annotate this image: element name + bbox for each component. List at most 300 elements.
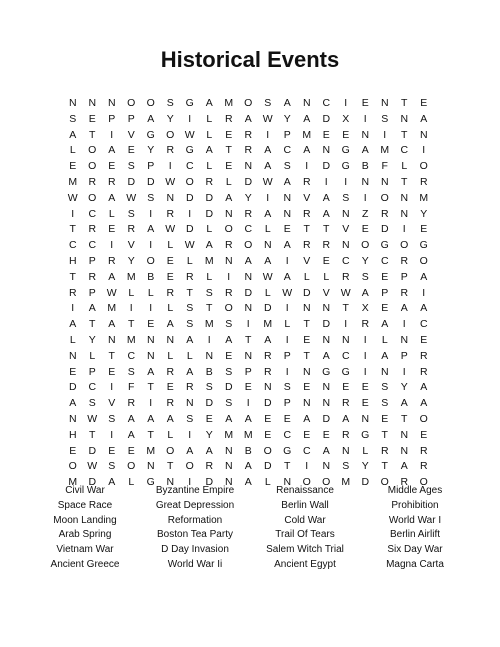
- grid-letter: O: [224, 302, 233, 315]
- grid-letter: S: [381, 397, 389, 410]
- grid-letter: I: [344, 175, 348, 188]
- grid-letter: A: [127, 412, 135, 425]
- grid-letter: N: [107, 97, 116, 109]
- grid-letter: L: [186, 349, 193, 362]
- grid-letter: E: [69, 160, 77, 173]
- grid-letter: A: [342, 412, 350, 425]
- grid-letter: N: [400, 191, 409, 204]
- word-list-item: Moon Landing: [53, 514, 117, 526]
- grid-letter: S: [166, 97, 174, 109]
- grid-letter: A: [420, 381, 428, 394]
- grid-letter: R: [185, 381, 194, 394]
- grid-letter: S: [342, 191, 350, 204]
- grid-letter: A: [108, 191, 116, 204]
- grid-letter: I: [363, 365, 367, 378]
- grid-letter: D: [302, 286, 311, 299]
- grid-letter: E: [264, 412, 272, 425]
- grid-letter: G: [361, 428, 370, 441]
- grid-letter: W: [126, 191, 137, 204]
- grid-letter: N: [283, 476, 292, 489]
- grid-letter: N: [361, 412, 370, 425]
- word-list-item: World War Ii: [167, 558, 223, 570]
- grid-letter: N: [224, 254, 233, 267]
- grid-letter: E: [225, 160, 233, 173]
- grid-letter: I: [110, 239, 114, 252]
- grid-letter: A: [381, 318, 389, 331]
- grid-letter: G: [185, 97, 194, 109]
- word-list-item: Magna Carta: [386, 558, 444, 570]
- grid-letter: C: [244, 223, 253, 236]
- grid-letter: R: [205, 175, 214, 188]
- grid-letter: A: [147, 412, 155, 425]
- grid-letter: A: [186, 333, 194, 346]
- grid-letter: C: [127, 349, 136, 362]
- grid-letter: R: [400, 476, 409, 489]
- grid-letter: Y: [166, 112, 174, 125]
- grid-letter: L: [128, 286, 135, 299]
- grid-letter: N: [341, 444, 350, 457]
- grid-letter: R: [361, 318, 370, 331]
- word-list-item: Arab Spring: [58, 529, 112, 541]
- grid-letter: R: [68, 286, 77, 299]
- grid-letter: R: [185, 270, 194, 283]
- word-list-item: Salem Witch Trial: [266, 544, 344, 556]
- grid-letter: L: [381, 333, 388, 346]
- grid-letter: E: [108, 444, 116, 457]
- grid-letter: E: [420, 223, 428, 236]
- grid-letter: Y: [205, 428, 213, 441]
- grid-letter: L: [206, 128, 213, 141]
- grid-letter: E: [361, 97, 369, 109]
- grid-letter: E: [342, 128, 350, 141]
- grid-letter: I: [149, 239, 153, 252]
- grid-letter: A: [283, 239, 291, 252]
- grid-letter: D: [88, 476, 97, 489]
- grid-letter: M: [68, 175, 78, 188]
- grid-letter: Y: [88, 333, 96, 346]
- grid-letter: O: [380, 476, 389, 489]
- grid-letter: I: [110, 381, 114, 394]
- grid-letter: N: [400, 444, 409, 457]
- grid-letter: N: [400, 112, 409, 125]
- grid-letter: L: [206, 223, 213, 236]
- grid-letter: N: [400, 207, 409, 220]
- grid-letter: D: [185, 191, 194, 204]
- grid-letter: P: [127, 112, 135, 125]
- grid-letter: O: [244, 239, 253, 252]
- grid-letter: A: [264, 333, 272, 346]
- grid-letter: N: [283, 207, 292, 220]
- grid-letter: O: [263, 444, 272, 457]
- grid-letter: L: [108, 207, 115, 220]
- grid-letter: D: [205, 397, 214, 410]
- grid-letter: I: [246, 397, 250, 410]
- grid-letter: I: [402, 318, 406, 331]
- grid-letter: O: [146, 97, 155, 109]
- grid-letter: L: [284, 318, 291, 331]
- grid-letter: E: [108, 365, 116, 378]
- grid-letter: L: [225, 175, 232, 188]
- grid-letter: T: [108, 349, 115, 362]
- grid-letter: A: [322, 444, 330, 457]
- grid-letter: N: [88, 97, 97, 109]
- grid-letter: D: [244, 286, 253, 299]
- grid-letter: R: [244, 128, 253, 141]
- word-list: [30, 484, 470, 573]
- grid-letter: P: [283, 128, 291, 141]
- grid-letter: E: [147, 318, 155, 331]
- grid-letter: I: [227, 270, 231, 283]
- grid-letter: O: [419, 412, 428, 425]
- word-list-item: Boston Tea Party: [157, 529, 233, 541]
- grid-letter: R: [166, 397, 175, 410]
- grid-letter: V: [127, 128, 135, 141]
- grid-letter: A: [361, 144, 369, 157]
- grid-letter: I: [363, 333, 367, 346]
- grid-letter: L: [186, 254, 193, 267]
- grid-letter: E: [303, 333, 311, 346]
- grid-letter: R: [380, 207, 389, 220]
- grid-letter: E: [69, 365, 77, 378]
- grid-letter: T: [381, 428, 388, 441]
- grid-letter: N: [341, 239, 350, 252]
- grid-letter: M: [302, 128, 312, 141]
- grid-letter: A: [147, 112, 155, 125]
- grid-letter: R: [302, 239, 311, 252]
- grid-letter: A: [205, 144, 213, 157]
- grid-letter: N: [68, 349, 77, 362]
- grid-letter: M: [263, 318, 273, 331]
- grid-letter: I: [422, 144, 426, 157]
- grid-letter: N: [68, 412, 77, 425]
- grid-letter: I: [246, 318, 250, 331]
- grid-letter: L: [167, 428, 174, 441]
- grid-letter: A: [69, 128, 77, 141]
- grid-letter: E: [420, 97, 428, 109]
- grid-letter: N: [341, 333, 350, 346]
- grid-letter: A: [108, 270, 116, 283]
- word-list-item: Vietnam War: [56, 544, 114, 556]
- grid-letter: E: [381, 302, 389, 315]
- grid-letter: R: [302, 207, 311, 220]
- grid-letter: A: [264, 254, 272, 267]
- grid-letter: A: [69, 397, 77, 410]
- grid-letter: O: [361, 239, 370, 252]
- grid-letter: T: [381, 460, 388, 473]
- grid-letter: S: [283, 381, 291, 394]
- grid-letter: S: [88, 397, 96, 410]
- grid-letter: V: [303, 254, 311, 267]
- grid-letter: N: [302, 365, 311, 378]
- grid-letter: S: [264, 97, 272, 109]
- grid-letter: L: [264, 286, 271, 299]
- word-list-item: Prohibition: [391, 499, 439, 511]
- grid-letter: I: [129, 302, 133, 315]
- grid-letter: I: [71, 207, 75, 220]
- grid-letter: R: [400, 286, 409, 299]
- grid-letter: O: [146, 254, 155, 267]
- grid-letter: A: [303, 112, 311, 125]
- grid-letter: T: [69, 223, 76, 236]
- grid-letter: L: [89, 349, 96, 362]
- grid-letter: M: [243, 428, 253, 441]
- grid-letter: D: [224, 381, 233, 394]
- grid-letter: R: [244, 144, 253, 157]
- grid-letter: R: [166, 144, 175, 157]
- grid-letter: I: [110, 128, 114, 141]
- grid-letter: N: [146, 460, 155, 473]
- grid-letter: S: [186, 302, 194, 315]
- grid-letter: I: [149, 302, 153, 315]
- grid-letter: N: [244, 270, 253, 283]
- grid-letter: N: [400, 428, 409, 441]
- grid-letter: N: [361, 128, 370, 141]
- grid-letter: N: [400, 333, 409, 346]
- grid-letter: R: [166, 365, 175, 378]
- grid-letter: A: [420, 397, 428, 410]
- grid-letter: I: [402, 365, 406, 378]
- grid-letter: I: [71, 302, 75, 315]
- grid-letter: N: [244, 349, 253, 362]
- grid-letter: T: [89, 428, 96, 441]
- grid-letter: R: [341, 270, 350, 283]
- grid-letter: S: [186, 412, 194, 425]
- grid-letter: S: [127, 365, 135, 378]
- grid-letter: T: [69, 270, 76, 283]
- grid-letter: A: [244, 460, 252, 473]
- grid-letter: I: [344, 318, 348, 331]
- grid-letter: P: [400, 270, 408, 283]
- grid-letter: R: [88, 223, 97, 236]
- grid-letter: W: [262, 270, 273, 283]
- grid-letter: T: [186, 286, 193, 299]
- grid-letter: R: [419, 365, 428, 378]
- grid-letter: R: [88, 270, 97, 283]
- grid-letter: B: [205, 365, 213, 378]
- grid-letter: N: [224, 444, 233, 457]
- grid-letter: N: [263, 381, 272, 394]
- grid-letter: A: [108, 476, 116, 489]
- grid-letter: D: [322, 318, 331, 331]
- grid-letter: E: [420, 428, 428, 441]
- grid-letter: N: [380, 365, 389, 378]
- grid-letter: N: [283, 191, 292, 204]
- grid-letter: V: [303, 191, 311, 204]
- grid-letter: E: [361, 223, 369, 236]
- grid-letter: R: [380, 444, 389, 457]
- grid-letter: W: [106, 286, 117, 299]
- grid-letter: I: [168, 160, 172, 173]
- grid-letter: I: [363, 191, 367, 204]
- grid-letter: A: [186, 365, 194, 378]
- grid-letter: O: [166, 128, 175, 141]
- word-list-item: Middle Ages: [387, 485, 443, 496]
- word-list-item: Cold War: [284, 514, 326, 526]
- grid-letter: A: [303, 412, 311, 425]
- grid-letter: D: [263, 397, 272, 410]
- grid-letter: E: [283, 412, 291, 425]
- grid-letter: I: [285, 365, 289, 378]
- word-list-item: Civil War: [65, 485, 105, 496]
- grid-letter: A: [244, 254, 252, 267]
- grid-letter: X: [361, 302, 369, 315]
- grid-letter: I: [266, 191, 270, 204]
- grid-letter: A: [225, 333, 233, 346]
- grid-letter: M: [146, 444, 156, 457]
- grid-letter: S: [108, 460, 116, 473]
- grid-letter: S: [69, 112, 77, 125]
- grid-letter: R: [224, 112, 233, 125]
- grid-letter: O: [185, 175, 194, 188]
- grid-letter: G: [341, 160, 350, 173]
- grid-letter: N: [185, 397, 194, 410]
- grid-letter: O: [127, 97, 136, 109]
- grid-letter: E: [264, 428, 272, 441]
- grid-letter: S: [283, 160, 291, 173]
- grid-letter: D: [185, 223, 194, 236]
- grid-letter: M: [126, 270, 136, 283]
- grid-letter: S: [381, 381, 389, 394]
- grid-letter: E: [381, 270, 389, 283]
- grid-letter: M: [107, 302, 117, 315]
- grid-letter: C: [185, 160, 194, 173]
- grid-letter: N: [146, 349, 155, 362]
- grid-letter: A: [400, 460, 408, 473]
- grid-letter: I: [110, 428, 114, 441]
- grid-letter: S: [205, 381, 213, 394]
- grid-letter: A: [108, 318, 116, 331]
- grid-letter: G: [185, 144, 194, 157]
- grid-letter: I: [363, 349, 367, 362]
- grid-letter: A: [303, 144, 311, 157]
- grid-letter: R: [107, 175, 116, 188]
- grid-letter: E: [166, 270, 174, 283]
- grid-letter: T: [303, 318, 310, 331]
- grid-letter: N: [380, 175, 389, 188]
- grid-letter: L: [362, 444, 369, 457]
- grid-letter: T: [89, 128, 96, 141]
- grid-letter: G: [380, 239, 389, 252]
- grid-letter: C: [68, 239, 77, 252]
- grid-letter: R: [244, 207, 253, 220]
- grid-letter: A: [225, 412, 233, 425]
- grid-letter: R: [419, 175, 428, 188]
- grid-letter: D: [205, 207, 214, 220]
- grid-letter: R: [127, 223, 136, 236]
- grid-letter: L: [147, 286, 154, 299]
- grid-letter: M: [68, 476, 78, 489]
- grid-letter: L: [128, 476, 135, 489]
- grid-letter: G: [146, 128, 155, 141]
- grid-letter: I: [149, 207, 153, 220]
- grid-letter: I: [324, 175, 328, 188]
- grid-letter: A: [205, 444, 213, 457]
- grid-letter: T: [401, 412, 408, 425]
- grid-letter: A: [264, 160, 272, 173]
- grid-letter: E: [108, 223, 116, 236]
- grid-letter: T: [167, 460, 174, 473]
- grid-letter: D: [205, 191, 214, 204]
- grid-letter: W: [340, 286, 351, 299]
- grid-letter: R: [302, 175, 311, 188]
- grid-letter: A: [244, 476, 252, 489]
- grid-letter: G: [341, 144, 350, 157]
- grid-letter: T: [401, 128, 408, 141]
- word-list-item: Space Race: [57, 499, 113, 511]
- grid-letter: A: [147, 365, 155, 378]
- letter-grid: [63, 96, 434, 491]
- grid-letter: C: [380, 254, 389, 267]
- word-list-item: World War I: [388, 514, 442, 526]
- grid-letter: M: [204, 254, 214, 267]
- grid-letter: P: [400, 349, 408, 362]
- grid-letter: G: [146, 476, 155, 489]
- grid-letter: P: [381, 286, 389, 299]
- grid-letter: E: [322, 128, 330, 141]
- grid-letter: W: [184, 239, 195, 252]
- grid-letter: C: [341, 349, 350, 362]
- grid-letter: D: [361, 476, 370, 489]
- grid-letter: N: [244, 302, 253, 315]
- grid-letter: R: [419, 444, 428, 457]
- puzzle-title: Historical Events: [160, 47, 340, 72]
- grid-letter: L: [323, 270, 330, 283]
- grid-letter: R: [341, 397, 350, 410]
- grid-letter: L: [69, 144, 76, 157]
- grid-letter: L: [167, 349, 174, 362]
- grid-letter: E: [225, 349, 233, 362]
- grid-letter: F: [128, 381, 135, 394]
- grid-letter: P: [244, 365, 252, 378]
- grid-letter: O: [88, 191, 97, 204]
- grid-letter: A: [127, 428, 135, 441]
- grid-letter: S: [225, 318, 233, 331]
- grid-letter: P: [88, 254, 96, 267]
- grid-letter: G: [419, 239, 428, 252]
- grid-letter: I: [402, 223, 406, 236]
- grid-letter: G: [341, 365, 350, 378]
- grid-letter: M: [224, 97, 234, 109]
- grid-letter: A: [264, 207, 272, 220]
- grid-letter: N: [322, 333, 331, 346]
- word-list-item: Berlin Wall: [281, 499, 329, 511]
- grid-letter: N: [302, 97, 311, 109]
- grid-letter: T: [323, 223, 330, 236]
- grid-letter: T: [401, 97, 408, 109]
- grid-letter: W: [87, 460, 98, 473]
- grid-letter: I: [285, 254, 289, 267]
- grid-letter: N: [166, 333, 175, 346]
- grid-letter: P: [283, 397, 291, 410]
- grid-letter: R: [205, 460, 214, 473]
- grid-letter: T: [284, 460, 291, 473]
- grid-letter: Z: [362, 207, 369, 220]
- grid-letter: T: [245, 333, 252, 346]
- grid-letter: R: [107, 254, 116, 267]
- grid-letter: O: [68, 460, 77, 473]
- grid-letter: N: [244, 160, 253, 173]
- grid-letter: O: [419, 254, 428, 267]
- grid-letter: O: [88, 144, 97, 157]
- grid-letter: H: [68, 254, 77, 267]
- word-list-item: Ancient Greece: [50, 558, 120, 570]
- grid-letter: P: [88, 365, 96, 378]
- grid-letter: I: [383, 128, 387, 141]
- grid-letter: R: [224, 239, 233, 252]
- grid-letter: L: [206, 160, 213, 173]
- grid-letter: L: [206, 112, 213, 125]
- grid-letter: S: [205, 286, 213, 299]
